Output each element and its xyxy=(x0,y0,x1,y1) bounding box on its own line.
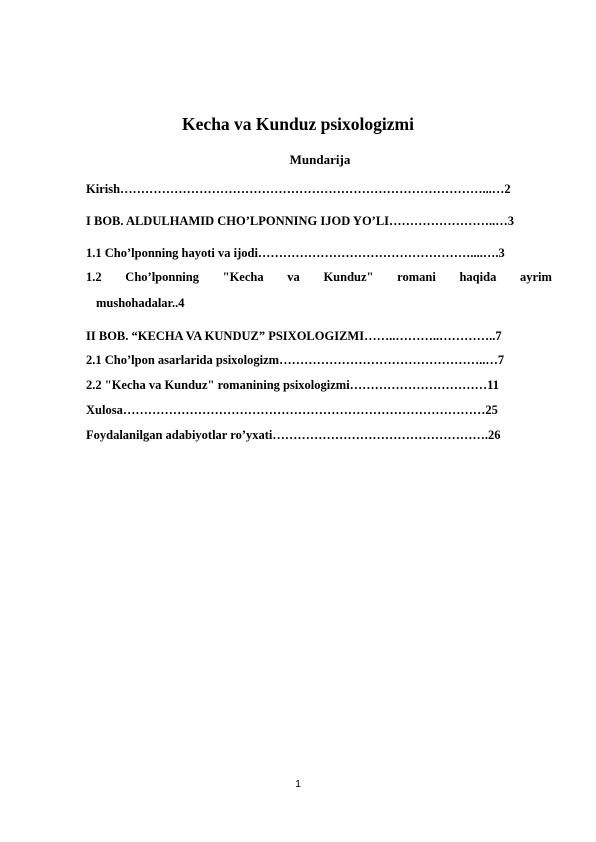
toc-word: Kunduz" xyxy=(323,270,374,284)
toc-entry-1-2 xyxy=(86,270,552,285)
toc-entry-xulosa: Xulosa……………………………………………………………………………25 xyxy=(86,403,498,417)
toc-entry-2-1: 2.1 Cho’lpon asarlarida psixologizm…………………………………………..…7 xyxy=(86,353,505,367)
toc-word: va xyxy=(287,270,300,284)
toc-entry-chapter-1: I BOB. ALDULHAMID CHO’LPONNING IJOD YO’LI……………………..…3 xyxy=(86,214,515,228)
toc-heading: Mundarija xyxy=(289,152,351,167)
toc-word: Cho’lponning xyxy=(125,270,199,284)
toc-word: ayrim xyxy=(520,270,552,284)
toc-entry-chapter-2: II BOB. “KECHA VA KUNDUZ” PSIXOLOGIZMI……..………..…………..7 xyxy=(86,329,502,343)
toc-word: 1.2 xyxy=(86,270,102,284)
document-title: Kecha va Kunduz psixologizmi xyxy=(182,114,414,134)
toc-word: "Kecha xyxy=(222,270,264,284)
toc-word: romani xyxy=(397,270,436,284)
toc-entry-kirish: Kirish……………………………………………………………………………...…2 xyxy=(86,182,511,196)
toc-word: haqida xyxy=(459,270,497,284)
toc-entry-bibliography: Foydalanilgan adabiyotlar ro’yxati…………………………………………….26 xyxy=(86,428,501,442)
toc-entry-1-2-continued: mushohadalar..4 xyxy=(96,296,185,310)
page-number: 1 xyxy=(295,778,301,790)
toc-entry-2-2: 2.2 "Kecha va Kunduz" romanining psixologizmi……………………………11 xyxy=(86,378,499,392)
toc-entry-1-1: 1.1 Cho’lponning hayoti va ijodi……………………………………………....….3 xyxy=(86,246,505,260)
